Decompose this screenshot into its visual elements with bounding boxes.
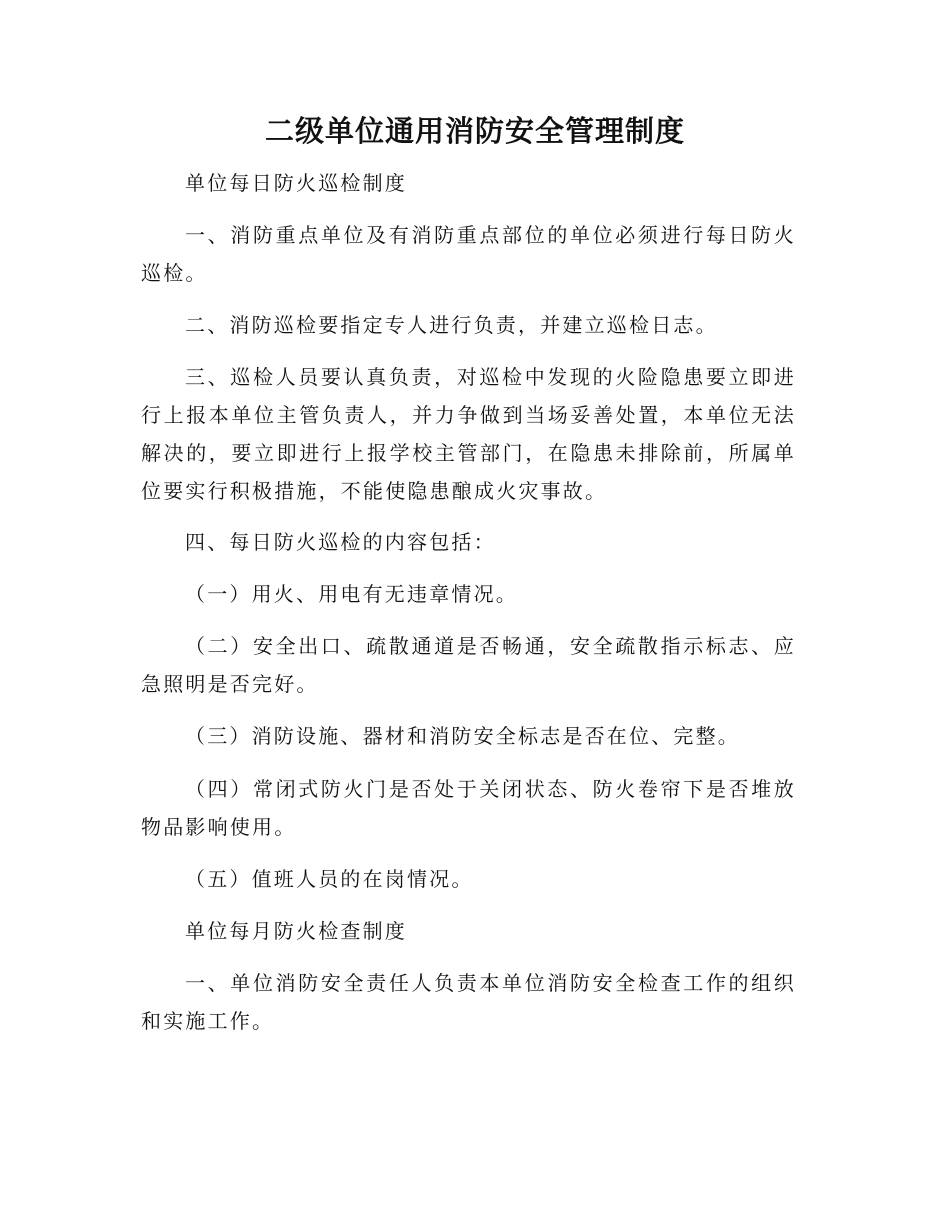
paragraph-item-2: 二、消防巡检要指定专人进行负责，并建立巡检日志。 <box>185 313 718 337</box>
paragraph-subitem-1: （一）用火、用电有无违章情况。 <box>185 582 518 606</box>
paragraph-subitem-3: （三）消防设施、器材和消防安全标志是否在位、完整。 <box>185 724 740 748</box>
section-heading-monthly-check: 单位每月防火检查制度 <box>185 919 407 943</box>
section-heading-daily-patrol: 单位每日防火巡检制度 <box>185 171 407 195</box>
paragraph-subitem-4: （四）常闭式防火门是否处于关闭状态、防火卷帘下是否堆放物品影响使用。 <box>141 777 796 839</box>
paragraph-subitem-5: （五）值班人员的在岗情况。 <box>185 867 474 891</box>
paragraph-item-4: 四、每日防火巡检的内容包括： <box>185 530 496 554</box>
paragraph-monthly-item-1: 一、单位消防安全责任人负责本单位消防安全检查工作的组织和实施工作。 <box>141 971 796 1033</box>
paragraph-item-1: 一、消防重点单位及有消防重点部位的单位必须进行每日防火巡检。 <box>141 223 796 285</box>
document-title: 二级单位通用消防安全管理制度 <box>264 114 685 148</box>
paragraph-item-3: 三、巡检人员要认真负责，对巡检中发现的火险隐患要立即进行上报本单位主管负责人，并力争做到当场妥善处置，本单位无法解决的，要立即进行上报学校主管部门，在隐患未排除前，所属单位要实行积极措施，不能使隐患酿成火灾事故。 <box>141 365 796 503</box>
paragraph-subitem-2: （二）安全出口、疏散通道是否畅通，安全疏散指示标志、应急照明是否完好。 <box>141 634 796 696</box>
